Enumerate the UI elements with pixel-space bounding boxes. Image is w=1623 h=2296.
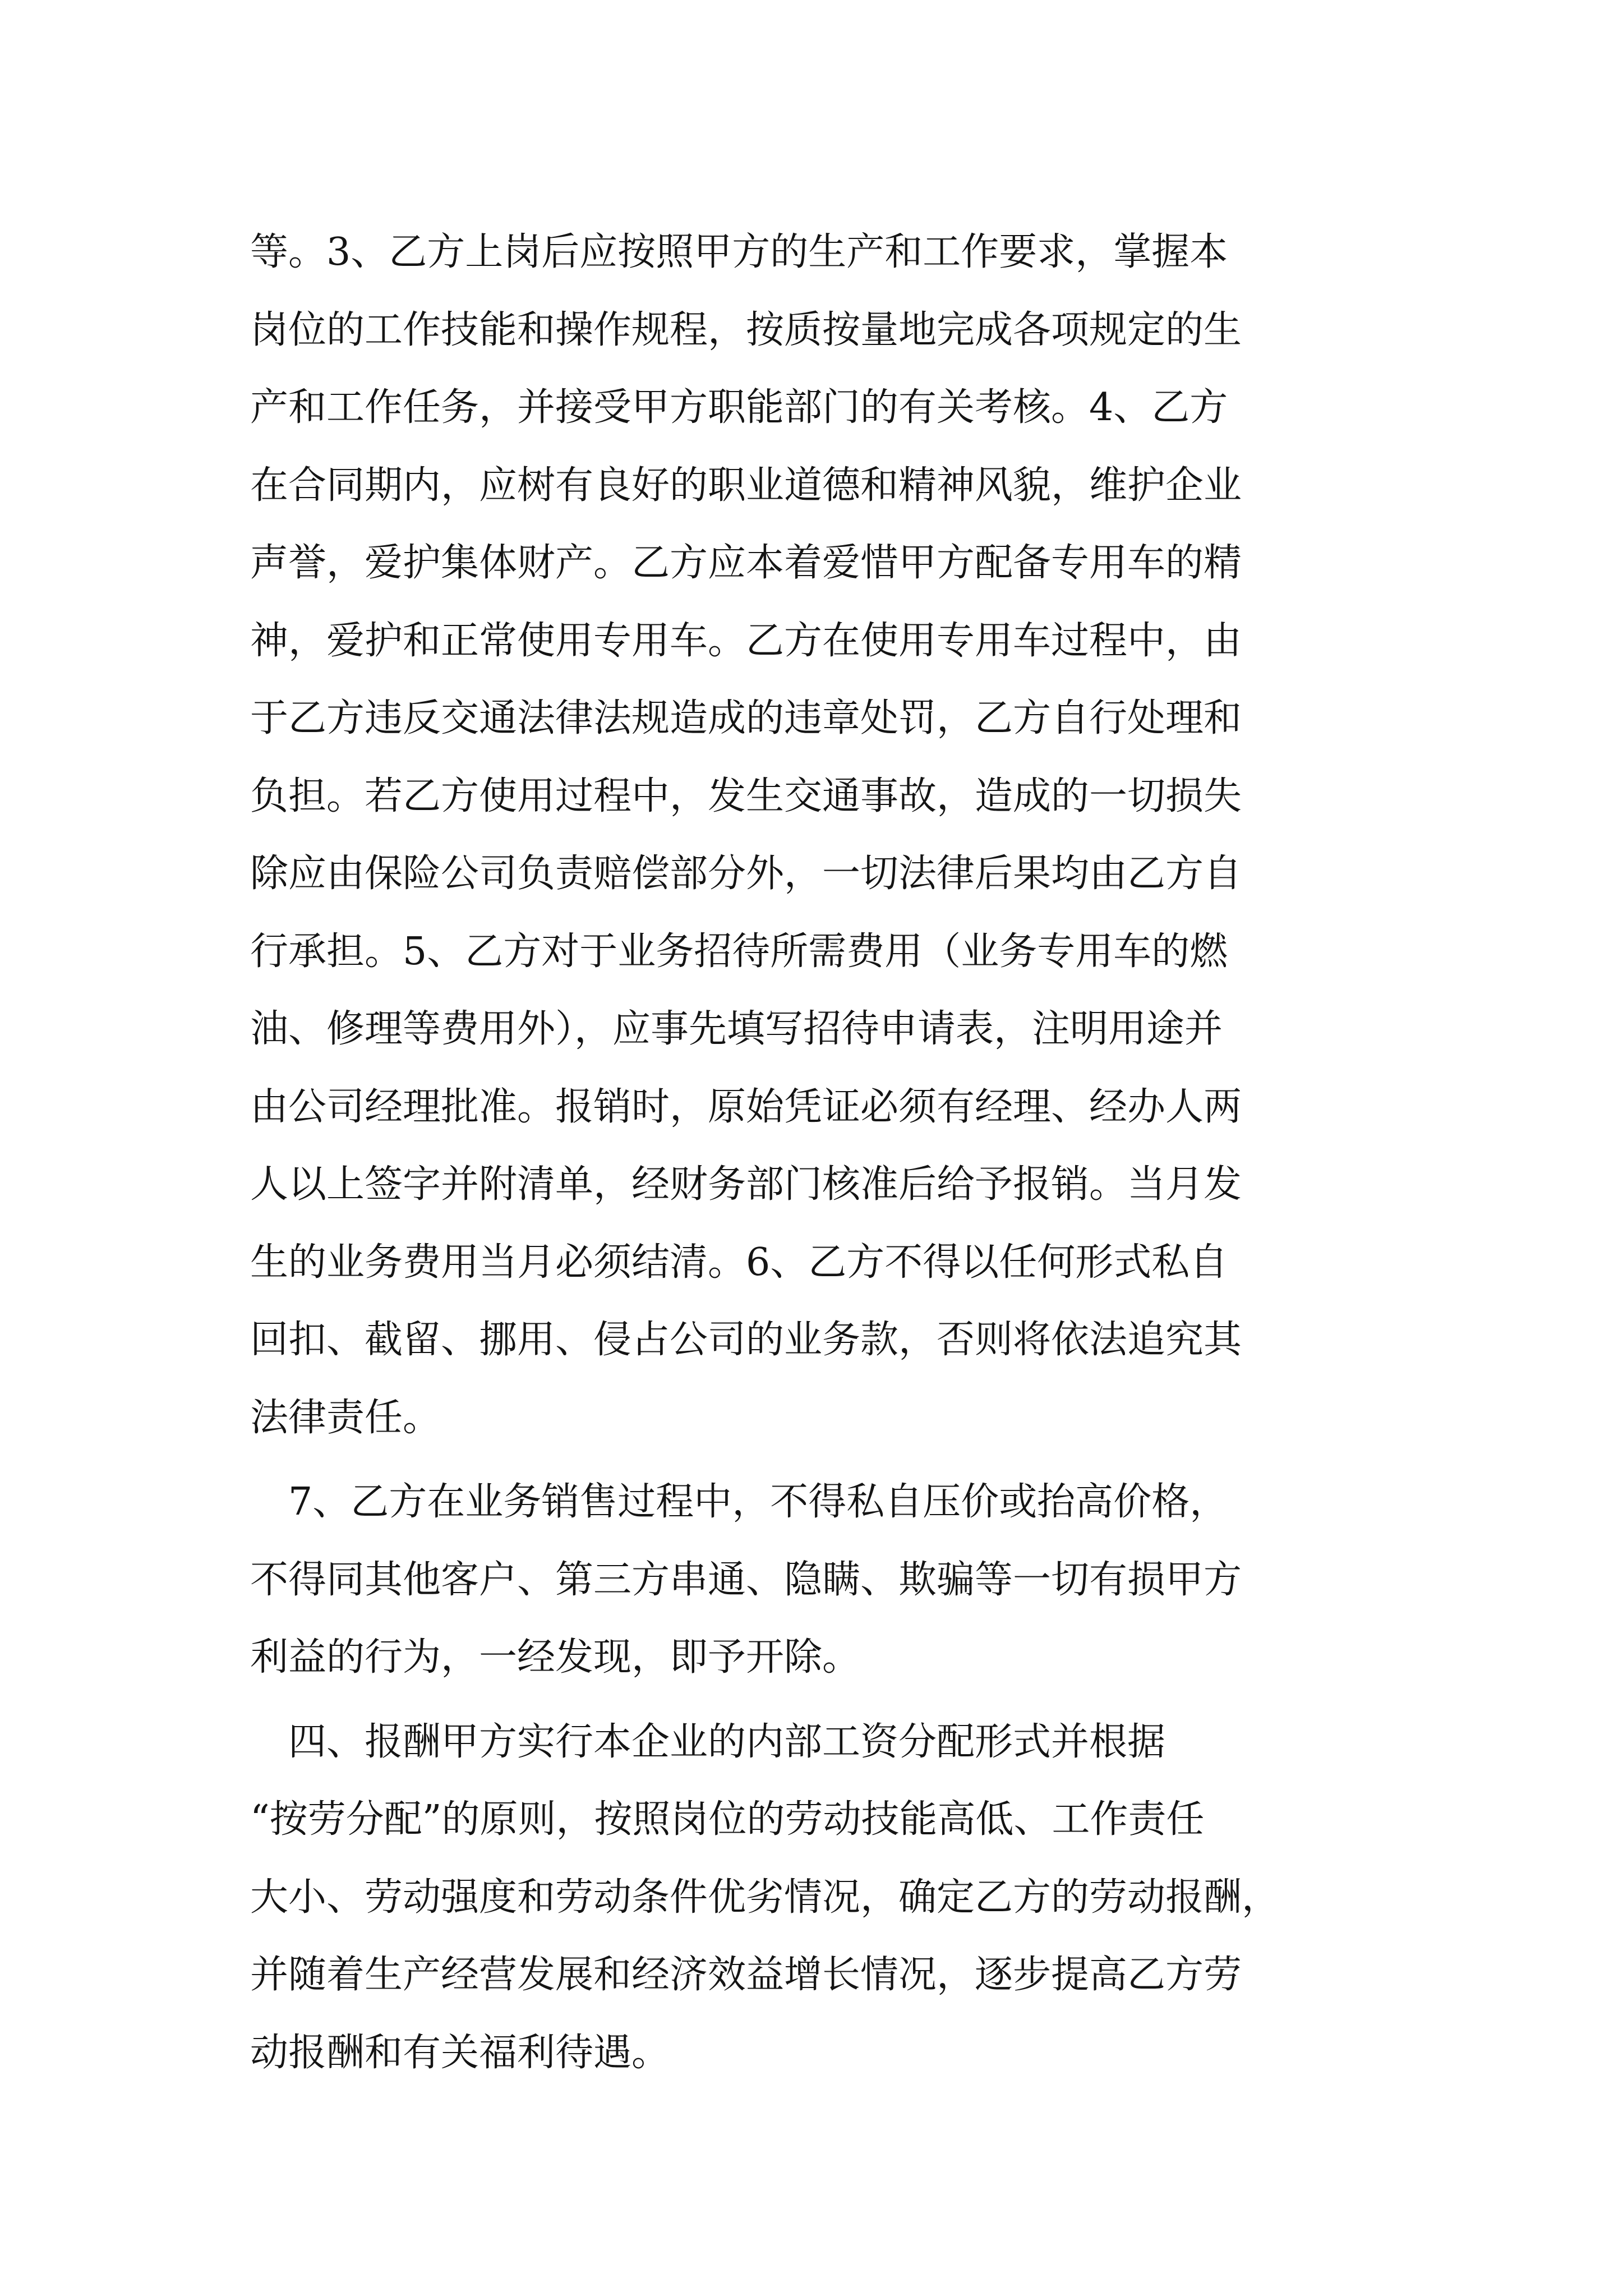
text-line: 动报酬和有关福利待遇。 bbox=[250, 2030, 670, 2075]
text-line: 7、乙方在业务销售过程中，不得私自压价或抬高价格， bbox=[250, 1480, 1228, 1524]
text-line: 等。3、乙方上岗后应按照甲方的生产和工作要求，掌握本 bbox=[250, 230, 1228, 274]
text-line: 四、报酬甲方实行本企业的内部工资分配形式并根据 bbox=[250, 1719, 1166, 1764]
text-line: 在合同期内，应树有良好的职业道德和精神风貌，维护企业 bbox=[250, 463, 1242, 508]
text-line: “按劳分配”的原则，按照岗位的劳动技能高低、工作责任 bbox=[250, 1797, 1205, 1842]
text-line: 人以上签字并附清单，经财务部门核准后给予报销。当月发 bbox=[250, 1162, 1242, 1207]
text-line: 利益的行为，一经发现，即予开除。 bbox=[250, 1635, 861, 1680]
text-line: 负担。若乙方使用过程中，发生交通事故，造成的一切损失 bbox=[250, 774, 1242, 818]
paragraph bbox=[250, 214, 1389, 1457]
text-line: 产和工作任务，并接受甲方职能部门的有关考核。4、乙方 bbox=[250, 385, 1228, 430]
text-line: 不得同其他客户、第三方串通、隐瞒、欺骗等一切有损甲方 bbox=[250, 1557, 1242, 1602]
text-line: 并随着生产经营发展和经济效益增长情况，逐步提高乙方劳 bbox=[250, 1953, 1242, 1997]
document-body bbox=[250, 214, 1389, 2092]
text-line: 行承担。5、乙方对于业务招待所需费用（业务专用车的燃 bbox=[250, 929, 1228, 974]
text-line: 法律责任。 bbox=[250, 1395, 441, 1440]
text-line: 生的业务费用当月必须结清。6、乙方不得以任何形式私自 bbox=[250, 1240, 1228, 1285]
text-line: 声誉，爱护集体财产。乙方应本着爱惜甲方配备专用车的精 bbox=[250, 541, 1242, 585]
text-line: 除应由保险公司负责赔偿部分外，一切法律后果均由乙方自 bbox=[250, 852, 1242, 896]
text-line: 大小、劳动强度和劳动条件优劣情况，确定乙方的劳动报酬， bbox=[250, 1875, 1280, 1920]
text-line: 神，爱护和正常使用专用车。乙方在使用专用车过程中，由 bbox=[250, 618, 1242, 663]
text-line: 岗位的工作技能和操作规程，按质按量地完成各项规定的生 bbox=[250, 307, 1242, 352]
text-line: 于乙方违反交通法律法规造成的违章处罚，乙方自行处理和 bbox=[250, 696, 1242, 740]
text-line: 由公司经理批准。报销时，原始凭证必须有经理、经办人两 bbox=[250, 1084, 1242, 1129]
text-line: 回扣、截留、挪用、侵占公司的业务款，否则将依法追究其 bbox=[250, 1318, 1242, 1362]
paragraph bbox=[250, 1704, 1389, 2092]
text-line: 油、修理等费用外），应事先填写招待申请表，注明用途并 bbox=[250, 1007, 1223, 1051]
paragraph bbox=[250, 1464, 1389, 1697]
